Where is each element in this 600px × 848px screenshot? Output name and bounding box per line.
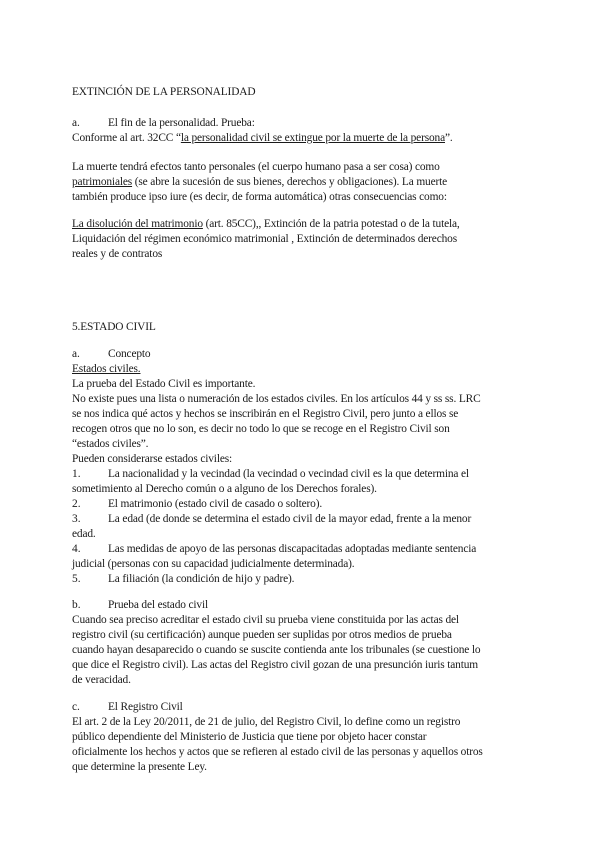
- concepto-heading: Concepto: [108, 348, 151, 360]
- muerte-line-3: también produce ipso iure (es decir, de forma automática) otras consecuencias como:: [72, 191, 447, 203]
- prueba-label: b.: [72, 599, 81, 611]
- estado-1-continuation: sometimiento al Derecho común o a alguno de los Derechos forales).: [72, 483, 377, 495]
- concepto-line-5: “estados civiles”.: [72, 438, 149, 450]
- concepto-line-3: se nos indica qué actos y hechos se inscribirán en el Registro Civil, pero junto a ellos se: [72, 408, 459, 420]
- estado-3-continuation: edad.: [72, 528, 96, 540]
- prueba-line-4: que dice el Registro civil). Las actas del Registro civil gozan de una presunción iuris tantum: [72, 659, 478, 671]
- estado-3-text: La edad (de donde se determina el estado civil de la mayor edad, frente a la menor: [108, 513, 472, 525]
- estado-2-number: 2.: [72, 498, 81, 510]
- disolucion-term: La disolución del matrimonio: [72, 218, 203, 230]
- concepto-line-2: No existe pues una lista o numeración de los estados civiles. En los artículos 44 y ss ss. LRC: [72, 393, 481, 405]
- consec-line-1-rest: (art. 85CC),, Extinción de la patria potestad o de la tutela,: [202, 218, 460, 230]
- muerte-line-2: [72, 175, 447, 190]
- estado-1-text: La nacionalidad y la vecindad (la vecindad o vecindad civil es la que determina el: [108, 468, 469, 480]
- estado-5-number: 5.: [72, 573, 81, 585]
- estado-4-number: 4.: [72, 543, 81, 555]
- registro-line-4: que determine la presente Ley.: [72, 761, 207, 773]
- estado-1-number: 1.: [72, 468, 81, 480]
- prueba-line-5: de veracidad.: [72, 674, 131, 686]
- estado-3-number: 3.: [72, 513, 81, 525]
- registro-label: c.: [72, 701, 80, 713]
- concepto-line-6: Pueden considerarse estados civiles:: [72, 453, 233, 465]
- muerte-line-2-rest: (se abre la sucesión de sus bienes, derechos y obligaciones). La muerte: [132, 176, 448, 188]
- estados-civiles-subheading: Estados civiles.: [72, 363, 141, 375]
- registro-line-1: El art. 2 de la Ley 20/2011, de 21 de julio, del Registro Civil, lo define como un registro: [72, 716, 461, 728]
- main-title: EXTINCIÓN DE LA PERSONALIDAD: [72, 86, 256, 98]
- prueba-line-2: registro civil (su certificación) aunque pueden ser suplidas por otros medios de prueba: [72, 629, 452, 641]
- estado-4-continuation: judicial (personas con su capacidad judicialmente determinada).: [72, 558, 355, 570]
- art32-line: [72, 131, 453, 146]
- registro-line-3: oficialmente los hechos y actos que se refieren al estado civil de las personas y aquellos otros: [72, 746, 483, 758]
- section-a-label: a.: [72, 117, 80, 129]
- concepto-line-1: La prueba del Estado Civil es importante.: [72, 378, 256, 390]
- consec-line-3: reales y de contratos: [72, 248, 163, 260]
- consec-line-2: Liquidación del régimen económico matrimonial , Extinción de determinados derechos: [72, 233, 457, 245]
- concepto-line-4: recogen otros que no lo son, es decir no todo lo que se recoge en el Registro Civil son: [72, 423, 450, 435]
- patrimoniales-term: patrimoniales: [72, 176, 133, 188]
- prueba-line-1: Cuando sea preciso acreditar el estado civil su prueba viene constituida por las actas del: [72, 614, 459, 626]
- consec-line-1: [72, 217, 460, 232]
- registro-heading: El Registro Civil: [108, 701, 183, 713]
- prueba-heading: Prueba del estado civil: [108, 599, 208, 611]
- art32-suffix: ”.: [445, 132, 453, 144]
- estado-4-text: Las medidas de apoyo de las personas discapacitadas adoptadas mediante sentencia: [108, 543, 477, 555]
- section-a-heading: El fin de la personalidad. Prueba:: [108, 117, 255, 129]
- art32-quote: la personalidad civil se extingue por la muerte de la persona: [180, 132, 445, 144]
- estado-2-text: El matrimonio (estado civil de casado o soltero).: [108, 498, 323, 510]
- concepto-label: a.: [72, 348, 80, 360]
- estado-5-text: La filiación (la condición de hijo y padre).: [108, 573, 295, 585]
- art32-prefix: Conforme al art. 32CC “: [72, 132, 181, 144]
- registro-line-2: público dependiente del Ministerio de Justicia que tiene por objeto hacer constar: [72, 731, 427, 743]
- prueba-line-3: cuando hayan desaparecido o cuando se suscite contienda ante los tribunales (se cuestione lo: [72, 644, 481, 656]
- estado-civil-title: 5.ESTADO CIVIL: [72, 321, 156, 333]
- muerte-line-1: La muerte tendrá efectos tanto personales (el cuerpo humano pasa a ser cosa) como: [72, 161, 440, 173]
